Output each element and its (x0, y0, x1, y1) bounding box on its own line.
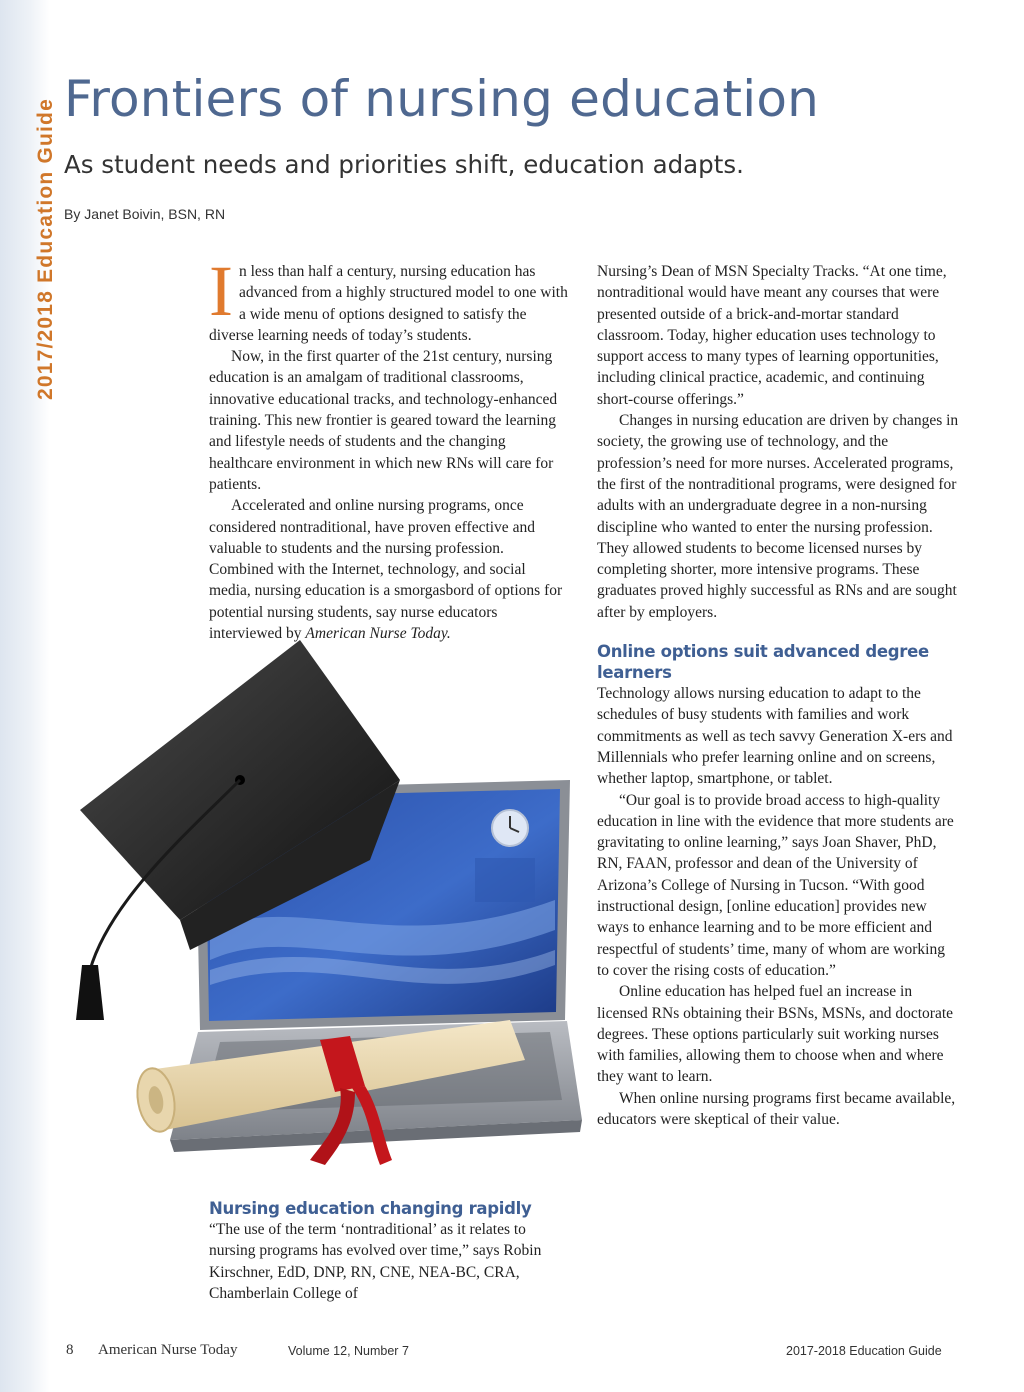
volume-info: Volume 12, Number 7 (288, 1344, 409, 1358)
column-left-lower (209, 1198, 569, 1304)
paragraph: In less than half a century, nursing education has advanced from a highly structured model to one with a wide menu of options designed to satisfy the diverse learning needs of today’s students. (209, 251, 568, 344)
tassel (76, 965, 104, 1020)
illustration-cap-laptop-diploma (70, 600, 590, 1200)
guide-name: 2017-2018 Education Guide (786, 1344, 942, 1358)
sidebar-band (0, 0, 57, 1392)
section-heading: Nursing education changing rapidly (209, 1199, 532, 1218)
drop-cap: I (209, 251, 233, 331)
column-right (597, 261, 959, 1130)
page-footer (0, 1342, 1024, 1366)
magazine-name: American Nurse Today (98, 1342, 238, 1358)
paragraph: Now, in the first quarter of the 21st century, nursing education is an amalgam of traditional classrooms, innovative educational tracks, and technology-enhanced training. This new frontier is geared toward the learning and lifestyle needs of students and the changing healthcare environment in which new RNs will care for patients. (209, 348, 558, 493)
column-left (209, 251, 569, 644)
article-title: Frontiers of nursing education (64, 70, 819, 128)
paragraph: Online education has helped fuel an increase in licensed RNs obtaining their BSNs, MSNs, and doctorate degrees. These options particularly suit working nurses with families, allowing them to choose when and where they want to learn. (597, 983, 954, 1086)
paragraph: Accelerated and online nursing programs, once considered nontraditional, have proven effective and valuable to students and the nursing profession. Combined with the Internet, technology, and social media, nursing education is a smorgasbord of options for potential nursing students, say nurse educators interviewed by American Nurse Today. (209, 497, 563, 643)
paragraph: “Our goal is to provide broad access to high-quality education in line with the evidence that more students are gravitating to online learning,” says Joan Shaver, PhD, RN, FAAN, professor and dean of the University of Arizona’s College of Nursing in Tucson. “With good instructional design, [online education] provides new ways to enhance learning and to be more efficient and respectful of students’ time, many of whom are working to cover the rising costs of education.” (597, 791, 954, 979)
paragraph: Nursing’s Dean of MSN Specialty Tracks. “At one time, nontraditional would have meant any courses that were presented outside of a brick-and-mortar standard classroom. Today, higher education uses technology to support access to many types of learning opportunities, including clinical practice, academic, and continuing short-course offerings.” (597, 263, 947, 408)
paragraph: “The use of the term ‘nontraditional’ as it relates to nursing programs has evolved over time,” says Robin Kirschner, EdD, DNP, RN, CNE, NEA-BC, CRA, Chamberlain College of (209, 1221, 542, 1302)
article-subtitle: As student needs and priorities shift, education adapts. (64, 150, 744, 179)
section-heading: Online options suit advanced degree learners (597, 642, 929, 683)
byline: By Janet Boivin, BSN, RN (64, 206, 226, 222)
paragraph: Changes in nursing education are driven by changes in society, the growing use of technology, and the profession’s need for more nurses. Accelerated programs, the first of the nontraditional programs, were designed for adults with an undergraduate degree in a non-nursing discipline who wanted to enter the nursing profession. They allowed students to become licensed nurses by completing shorter, more intensive programs. These graduates proved highly successful as RNs and are sought after by employers. (597, 412, 959, 621)
page-number: 8 (66, 1342, 74, 1358)
magazine-italic: American Nurse Today. (305, 625, 451, 643)
section-label: 2017/2018 Education Guide (34, 98, 57, 400)
paragraph: Technology allows nursing education to adapt to the schedules of busy students with families and work commitments as well as tech savvy Generation X-ers and Millennials who prefer learning online and on screens, whether laptop, smartphone, or tablet. (597, 685, 953, 788)
paragraph: When online nursing programs first became available, educators were skeptical of their value. (597, 1089, 956, 1128)
calendar-icon (475, 858, 535, 902)
